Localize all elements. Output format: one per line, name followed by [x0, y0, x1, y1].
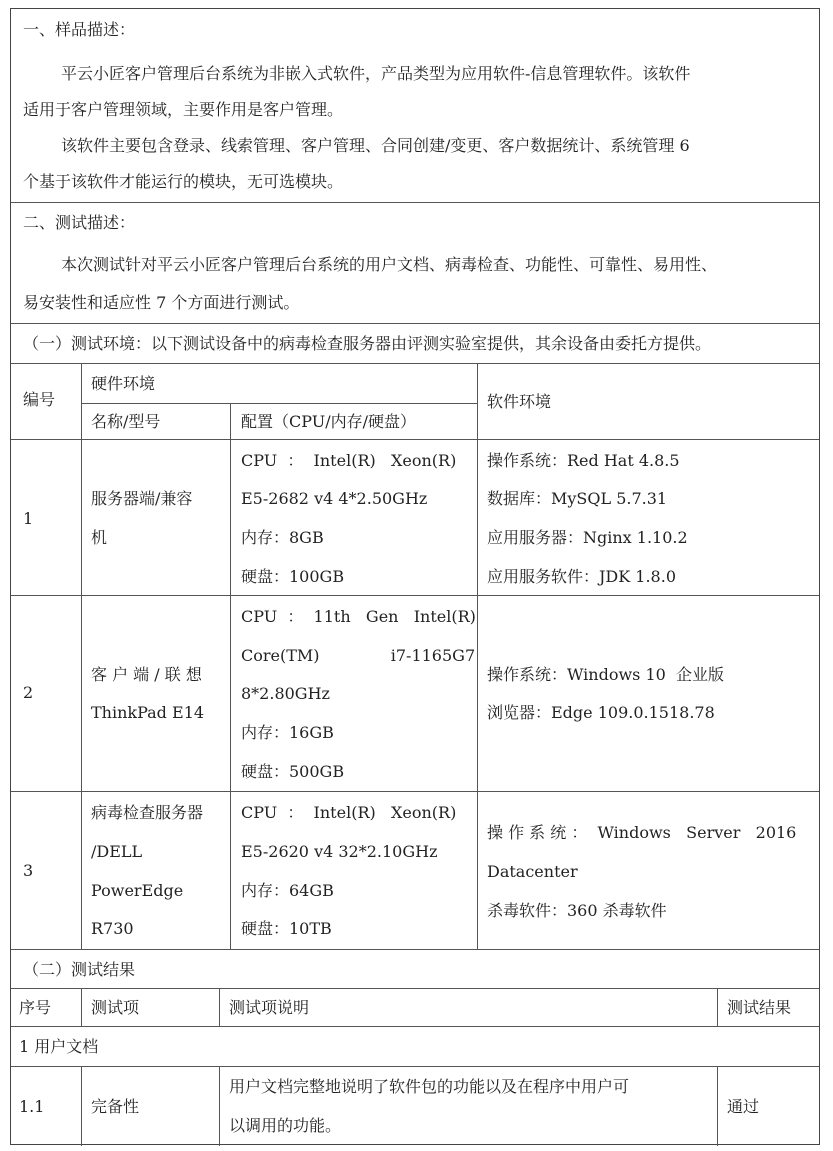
grid-line [717, 1066, 718, 1146]
sample-desc-para1-line1: 平云小匠客户管理后台系统为非嵌入式软件，产品类型为应用软件-信息管理软件。该软件 [61, 64, 691, 83]
grid-line [477, 363, 478, 949]
grid-line [717, 988, 718, 1026]
env-row-name: /DELL [91, 842, 143, 861]
env-row-software: Datacenter [487, 862, 578, 881]
test-desc-para-line2: 易安装性和适应性 7 个方面进行测试。 [23, 293, 300, 312]
env-row-config: 硬盘：500GB [241, 762, 345, 781]
col-header-name: 名称/型号 [91, 412, 161, 431]
result-row-item: 完备性 [91, 1097, 140, 1116]
env-row-config: 硬盘：100GB [241, 567, 345, 586]
col-header-hardware: 硬件环境 [91, 374, 156, 393]
sample-desc-para2-line2: 个基于该软件才能运行的模块，无可选模块。 [23, 172, 344, 191]
env-row-name: 服务器端/兼容 [91, 489, 193, 508]
env-row-no: 3 [23, 861, 34, 880]
env-row-config: CPU ： Intel(R) Xeon(R) [241, 451, 457, 470]
env-row-no: 2 [23, 683, 34, 702]
divider [11, 323, 819, 324]
results-heading: （二）测试结果 [23, 960, 136, 979]
report-page [10, 8, 820, 1145]
env-row-name: ThinkPad E14 [91, 703, 205, 722]
env-row-config: CPU ： Intel(R) Xeon(R) [241, 803, 457, 822]
env-row-config: E5-2620 v4 32*2.10GHz [241, 842, 438, 861]
sample-desc-para2-line1: 该软件主要包含登录、线索管理、客户管理、合同创建/变更、客户数据统计、系统管理 6 [61, 136, 690, 155]
env-row-name: 病毒检查服务器 [91, 803, 204, 822]
col-header-config: 配置（CPU/内存/硬盘） [241, 412, 416, 431]
env-row-software: 操作系统：Windows 10 企业版 [487, 665, 724, 684]
results-col-desc: 测试项说明 [229, 998, 310, 1017]
env-row-config: CPU ： 11th Gen Intel(R) [241, 607, 476, 626]
env-row-software: 浏览器：Edge 109.0.1518.78 [487, 703, 715, 722]
env-row-name: 机 [91, 528, 108, 547]
sample-desc-heading: 一、样品描述： [23, 20, 136, 39]
grid-line [219, 988, 220, 1026]
result-row-desc: 以调用的功能。 [229, 1116, 342, 1135]
env-row-config: 内存：8GB [241, 528, 324, 547]
results-group-label: 1 用户文档 [19, 1037, 99, 1056]
grid-line [81, 363, 82, 949]
grid-line [81, 1066, 82, 1146]
divider [11, 791, 819, 792]
col-header-no: 编号 [23, 390, 56, 409]
sample-desc-para1-line2: 适用于客户管理领域，主要作用是客户管理。 [23, 100, 344, 119]
env-row-config: 硬盘：10TB [241, 919, 332, 938]
env-row-name: R730 [91, 919, 134, 938]
col-header-software: 软件环境 [487, 392, 552, 411]
env-row-software: 操 作 系 统 ： Windows Server 2016 [487, 823, 797, 842]
grid-line [230, 403, 231, 949]
env-heading: （一）测试环境：以下测试设备中的病毒检查服务器由评测实验室提供，其余设备由委托方提供。 [23, 334, 712, 353]
result-row-result: 通过 [727, 1097, 760, 1116]
grid-line [81, 988, 82, 1026]
env-row-software: 数据库：MySQL 5.7.31 [487, 489, 668, 508]
env-row-software: 应用服务软件：JDK 1.8.0 [487, 567, 676, 586]
test-desc-para-line1: 本次测试针对平云小匠客户管理后台系统的用户文档、病毒检查、功能性、可靠性、易用性、 [61, 255, 718, 274]
result-row-desc: 用户文档完整地说明了软件包的功能以及在程序中用户可 [229, 1077, 630, 1096]
env-row-config: 内存：16GB [241, 723, 334, 742]
env-row-config: Core(TM) i7-1165G7 [241, 646, 476, 665]
env-row-no: 1 [23, 509, 34, 528]
env-row-software: 操作系统：Red Hat 4.8.5 [487, 451, 680, 470]
results-col-seq: 序号 [19, 998, 52, 1017]
grid-line [219, 1066, 220, 1146]
env-row-name: PowerEdge [91, 881, 184, 900]
env-row-config: E5-2682 v4 4*2.50GHz [241, 489, 428, 508]
env-row-software: 应用服务器：Nginx 1.10.2 [487, 528, 688, 547]
env-row-config: 8*2.80GHz [241, 684, 330, 703]
test-desc-heading: 二、测试描述： [23, 213, 136, 232]
divider [11, 202, 819, 203]
env-row-software: 杀毒软件：360 杀毒软件 [487, 901, 667, 920]
divider [11, 595, 819, 596]
env-row-config: 内存：64GB [241, 881, 334, 900]
results-col-item: 测试项 [91, 998, 140, 1017]
results-col-result: 测试结果 [727, 998, 792, 1017]
env-row-name: 客 户 端 / 联 想 [91, 665, 202, 684]
result-row-seq: 1.1 [19, 1097, 45, 1116]
